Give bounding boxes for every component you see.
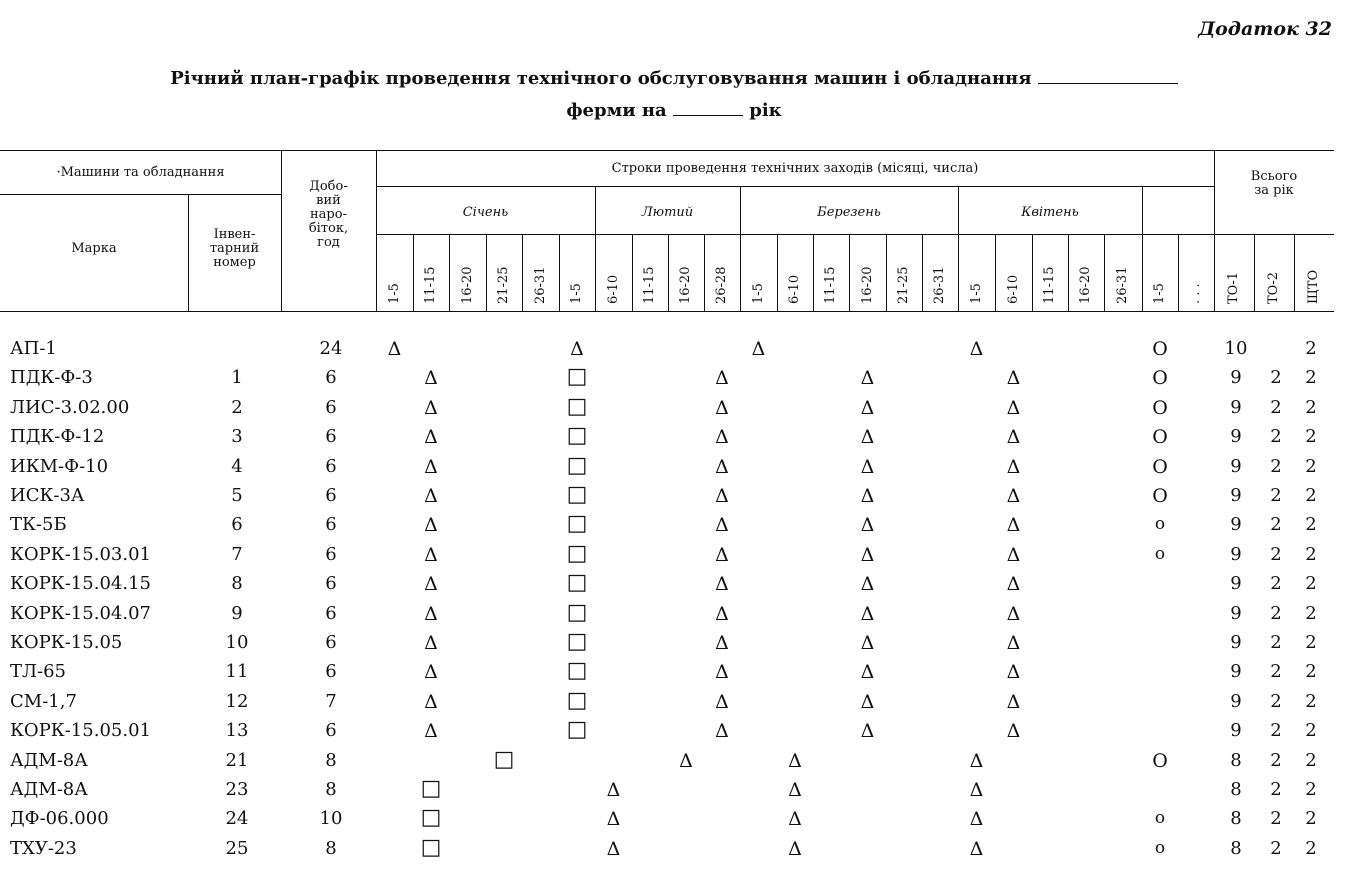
header-month-mar: Березень [817,205,881,220]
period-label: 1-5 [569,283,584,304]
period-label: . . . [1188,283,1203,304]
machine-brand: ЛИС-3.02.00 [10,396,130,418]
total-to1: 9 [1230,426,1242,448]
triangle-mark: Δ [424,602,438,625]
triangle-mark: Δ [424,367,438,390]
total-label: ТО-1 [1226,272,1241,304]
period-label: 26-31 [932,266,947,304]
table-row [0,452,1340,485]
triangle-mark: Δ [424,485,438,507]
total-shto: 2 [1305,661,1317,683]
triangle-mark: Δ [1006,632,1021,654]
header-schedule: Строки проведення технічних заходів (місяці, числа) [611,161,979,176]
triangle-mark: Δ [860,485,875,507]
circle-mark: О [1152,367,1168,390]
triangle-mark: Δ [860,367,875,390]
daily-hours: 8 [325,779,337,800]
inventory-number: 1 [231,367,243,389]
document-subtitle [0,100,1348,121]
triangle-mark: Δ [969,338,984,360]
inventory-number: 10 [225,632,249,653]
daily-hours: 6 [325,573,337,595]
machine-brand: АП-1 [10,338,57,359]
circle-mark: О [1152,749,1168,772]
daily-hours: 7 [325,690,337,712]
triangle-mark: Δ [715,690,729,713]
daily-hours: 24 [319,338,343,359]
table-row [0,717,1340,749]
inventory-number: 12 [225,690,249,712]
triangle-mark: Δ [969,837,984,860]
header-top-rule [0,150,1334,151]
triangle-mark: Δ [860,573,875,596]
total-shto: 2 [1305,367,1317,389]
triangle-mark: Δ [424,573,438,596]
period-divider [886,234,887,311]
total-to2: 2 [1270,455,1282,477]
total-to1: 9 [1230,602,1242,624]
inventory-number: 8 [231,573,243,595]
circle-mark: о [1154,543,1166,564]
triangle-mark: Δ [715,485,729,507]
header-brand: Марка [71,241,117,256]
table-row [0,393,1340,426]
square-mark: □ [566,423,588,449]
total-to1: 9 [1230,455,1242,477]
header-bottom-rule [0,311,1334,312]
machine-brand: КОРК-15.03.01 [10,543,151,565]
table-row [0,540,1340,573]
total-shto: 2 [1305,396,1317,418]
title-line-2-pre: ферми на [566,100,667,121]
triangle-mark: Δ [424,455,438,478]
square-mark: □ [566,540,588,566]
inventory-number: 24 [225,808,249,830]
total-to1: 8 [1230,808,1242,830]
total-to2: 2 [1270,661,1282,683]
triangle-mark: Δ [1006,690,1021,713]
machine-brand: СМ-1,7 [10,690,77,712]
period-label: 1-5 [968,283,984,304]
period-divider [1068,234,1069,311]
circle-mark: о [1154,808,1166,829]
total-to2: 2 [1270,485,1282,506]
header-month-feb: Лютий [641,205,694,220]
period-label: 26-28 [714,266,729,304]
period-divider [777,234,778,311]
daily-hours: 6 [325,661,337,683]
inventory-number: 3 [231,426,243,448]
daily-hours: 6 [325,632,337,653]
period-divider [922,234,923,311]
circle-mark: о [1154,514,1166,535]
machine-brand: ПДК-Ф-12 [10,426,105,448]
inventory-number: 9 [231,602,243,624]
triangle-mark: Δ [715,367,729,390]
triangle-mark: Δ [860,396,875,419]
total-shto: 2 [1305,602,1317,624]
machine-brand: КОРК-15.04.07 [10,602,151,624]
table-row [0,629,1340,661]
total-shto: 2 [1305,338,1317,359]
triangle-mark: Δ [606,779,621,801]
daily-hours: 6 [325,602,337,624]
period-divider [522,234,523,311]
period-label: 16-20 [1078,266,1093,304]
inventory-number: 2 [231,396,243,418]
triangle-mark: Δ [424,661,438,684]
triangle-mark: Δ [715,573,729,596]
square-mark: □ [566,599,588,625]
inventory-number: 25 [225,837,249,859]
period-label: 11-15 [642,266,657,304]
triangle-mark: Δ [715,426,729,449]
period-divider [995,234,996,311]
total-shto: 2 [1305,514,1317,536]
triangle-mark: Δ [1006,602,1021,625]
triangle-mark: Δ [715,602,729,625]
triangle-mark: Δ [715,514,729,537]
square-mark: □ [420,805,442,831]
total-shto: 2 [1305,426,1317,448]
circle-mark: О [1152,485,1168,507]
table-row [0,834,1340,867]
machine-brand: ПДК-Ф-3 [10,367,93,389]
total-to2: 2 [1270,632,1282,653]
table-row [0,599,1340,632]
triangle-mark: Δ [969,749,984,772]
period-label: 6-10 [787,274,802,304]
total-to1: 8 [1230,779,1242,800]
total-to1: 9 [1230,632,1242,653]
period-divider [632,234,633,311]
circle-mark: о [1154,837,1166,858]
period-label: 26-31 [1115,266,1130,304]
total-to2: 2 [1270,543,1282,565]
title-line-1: Річний план-графік проведення технічного обслуговування машин і обладнання [170,68,1032,89]
triangle-mark: Δ [788,779,802,801]
period-divider [595,234,596,311]
total-to1: 9 [1230,396,1242,418]
triangle-mark: Δ [1006,485,1021,507]
machine-brand: КОРК-15.04.15 [10,573,151,595]
machine-brand: АДМ-8А [10,749,88,771]
square-mark: □ [420,776,442,801]
triangle-mark: Δ [860,661,875,684]
triangle-mark: Δ [860,632,875,654]
square-mark: □ [566,393,588,419]
table-row [0,482,1340,514]
triangle-mark: Δ [606,808,621,831]
period-divider [958,234,959,311]
table-header [0,150,1340,314]
inventory-number: 21 [225,749,249,771]
header-total-per-year: Всього за рік [1250,169,1298,198]
period-divider [704,234,705,311]
total-to2: 2 [1270,720,1282,742]
daily-hours: 6 [325,485,337,506]
daily-hours: 6 [325,367,337,389]
total-to1: 10 [1224,338,1248,359]
total-shto: 2 [1305,720,1317,742]
table-row [0,805,1340,837]
total-to2: 2 [1270,602,1282,624]
period-label: 1-5 [1152,283,1167,304]
inventory-number: 13 [225,720,249,742]
total-divider [1214,234,1215,311]
inventory-number: 5 [231,485,243,506]
period-divider [1178,234,1179,311]
machine-brand: ДФ-06.000 [10,808,109,830]
total-to1: 9 [1230,485,1242,506]
triangle-mark: Δ [424,543,438,566]
triangle-mark: Δ [679,749,693,772]
machine-brand: КОРК-15.05 [10,632,123,653]
period-divider [1142,234,1143,311]
total-to2: 2 [1270,779,1282,800]
total-to2: 2 [1270,837,1282,859]
table-row [0,776,1340,808]
total-divider [1254,234,1255,311]
daily-hours: 6 [325,543,337,565]
table-row [0,423,1340,455]
square-mark: □ [566,570,588,596]
square-mark: □ [493,746,515,772]
square-mark: □ [566,452,588,478]
period-label: 6-10 [605,274,621,304]
triangle-mark: Δ [860,602,875,625]
triangle-mark: Δ [424,632,438,654]
circle-mark: О [1152,426,1168,449]
triangle-mark: Δ [860,720,875,743]
period-label: 16-20 [459,266,475,304]
triangle-mark: Δ [387,338,402,360]
total-shto: 2 [1305,632,1317,653]
circle-mark: О [1152,396,1168,419]
square-mark: □ [566,687,588,713]
machine-brand: ТЛ-65 [10,661,67,683]
period-divider [559,234,560,311]
triangle-mark: Δ [424,426,438,449]
triangle-mark: Δ [860,543,875,566]
triangle-mark: Δ [1006,573,1021,596]
period-divider [668,234,669,311]
period-label: 11-15 [423,266,438,304]
total-to1: 8 [1230,837,1242,859]
total-shto: 2 [1305,690,1317,712]
period-divider [486,234,487,311]
triangle-mark: Δ [1006,543,1021,566]
daily-hours: 6 [325,514,337,536]
period-label: 11-15 [823,266,838,304]
triangle-mark: Δ [969,779,984,801]
triangle-mark: Δ [1006,455,1021,478]
total-to2: 2 [1270,690,1282,712]
circle-mark: О [1152,455,1168,478]
triangle-mark: Δ [860,514,875,537]
triangle-mark: Δ [715,661,729,684]
square-mark: □ [566,364,588,390]
total-shto: 2 [1305,779,1317,800]
inventory-number: 6 [231,514,243,536]
farm-name-blank [1038,83,1178,84]
triangle-mark: Δ [715,543,729,566]
total-shto: 2 [1305,455,1317,477]
triangle-mark: Δ [570,338,584,360]
total-to1: 9 [1230,543,1242,565]
period-divider [1032,234,1033,311]
total-to1: 9 [1230,514,1242,536]
daily-hours: 6 [325,426,337,448]
daily-hours: 10 [319,808,343,830]
inventory-number: 4 [231,455,243,477]
triangle-mark: Δ [715,396,729,419]
circle-mark: О [1152,338,1168,360]
triangle-mark: Δ [715,632,729,654]
triangle-mark: Δ [424,690,438,713]
table-row [0,338,1340,367]
square-mark: □ [566,482,588,507]
table-row [0,364,1340,396]
daily-hours: 8 [325,837,337,859]
triangle-mark: Δ [860,690,875,713]
total-divider [1294,234,1295,311]
daily-hours: 6 [325,455,337,477]
period-label: 16-20 [678,266,693,304]
total-to1: 9 [1230,661,1242,683]
total-to1: 8 [1230,749,1242,771]
triangle-mark: Δ [1006,661,1021,684]
period-label: 11-15 [1042,266,1057,304]
square-mark: □ [566,658,588,684]
triangle-mark: Δ [1006,367,1021,390]
total-to1: 9 [1230,573,1242,595]
triangle-mark: Δ [1006,396,1021,419]
period-divider [740,234,741,311]
triangle-mark: Δ [860,455,875,478]
header-machines: ·Машини та обладнання [56,165,225,180]
period-divider [449,234,450,311]
table-row [0,570,1340,602]
year-blank [673,115,743,116]
total-shto: 2 [1305,485,1317,506]
period-label: 26-31 [532,266,548,304]
daily-hours: 6 [325,396,337,418]
triangle-mark: Δ [788,837,802,860]
triangle-mark: Δ [424,396,438,419]
triangle-mark: Δ [1006,514,1021,537]
period-label: 1-5 [386,283,402,304]
header-month-apr: Квітень [1021,205,1079,220]
header-periods-rule [376,234,1334,235]
triangle-mark: Δ [715,455,729,478]
total-to2: 2 [1270,573,1282,595]
total-to1: 9 [1230,720,1242,742]
triangle-mark: Δ [860,426,875,449]
total-to1: 9 [1230,367,1242,389]
triangle-mark: Δ [606,837,621,860]
document-title [0,68,1348,89]
table-row [0,687,1340,720]
period-divider [413,234,414,311]
machine-brand: КОРК-15.05.01 [10,720,151,742]
total-to2: 2 [1270,749,1282,771]
machine-brand: ИСК-3А [10,485,85,506]
total-to1: 9 [1230,690,1242,712]
total-shto: 2 [1305,573,1317,595]
total-to2: 2 [1270,396,1282,418]
total-shto: 2 [1305,543,1317,565]
machine-brand: АДМ-8А [10,779,88,800]
total-to2: 2 [1270,808,1282,830]
header-inventory-number: Інвен- тарний номер [209,227,260,270]
square-mark: □ [566,629,588,654]
title-line-2-post: рік [749,100,782,121]
total-shto: 2 [1305,837,1317,859]
total-shto: 2 [1305,749,1317,771]
period-divider [1104,234,1105,311]
table-row [0,658,1340,690]
total-shto: 2 [1305,808,1317,830]
inventory-number: 23 [225,779,249,800]
total-to2: 2 [1270,367,1282,389]
triangle-mark: Δ [424,514,438,537]
period-label: 1-5 [750,283,766,304]
header-daily-hours: Добо- вий наро- біток, год [308,179,349,250]
header-machines-rule [0,194,281,195]
triangle-mark: Δ [424,720,438,743]
inventory-number: 11 [225,661,249,683]
square-mark: □ [566,511,588,537]
total-to2: 2 [1270,514,1282,536]
table-row [0,746,1340,779]
header-month-jan: Січень [462,205,509,220]
period-label: 16-20 [859,266,875,304]
machine-brand: ИКМ-Ф-10 [10,455,109,477]
machine-brand: ТХУ-23 [10,837,77,859]
period-divider [849,234,850,311]
daily-hours: 6 [325,720,337,742]
period-label: 6-10 [1005,274,1021,304]
appendix-label: Додаток 32 [1198,18,1332,40]
table-row [0,511,1340,543]
square-mark: □ [420,834,442,860]
square-mark: □ [566,717,588,743]
triangle-mark: Δ [788,749,802,772]
period-label: 21-25 [896,266,911,304]
period-label: 21-25 [496,266,511,304]
machine-brand: ТК-5Б [10,514,67,536]
total-label: ЩТО [1306,269,1321,304]
triangle-mark: Δ [1006,426,1021,449]
triangle-mark: Δ [751,338,766,360]
period-divider [813,234,814,311]
total-label: ТО-2 [1266,272,1281,304]
total-to2: 2 [1270,426,1282,448]
triangle-mark: Δ [715,720,729,743]
triangle-mark: Δ [969,808,984,831]
triangle-mark: Δ [788,808,802,831]
triangle-mark: Δ [1006,720,1021,743]
header-schedule-rule [376,186,1214,187]
daily-hours: 8 [325,749,337,771]
inventory-number: 7 [231,543,243,565]
